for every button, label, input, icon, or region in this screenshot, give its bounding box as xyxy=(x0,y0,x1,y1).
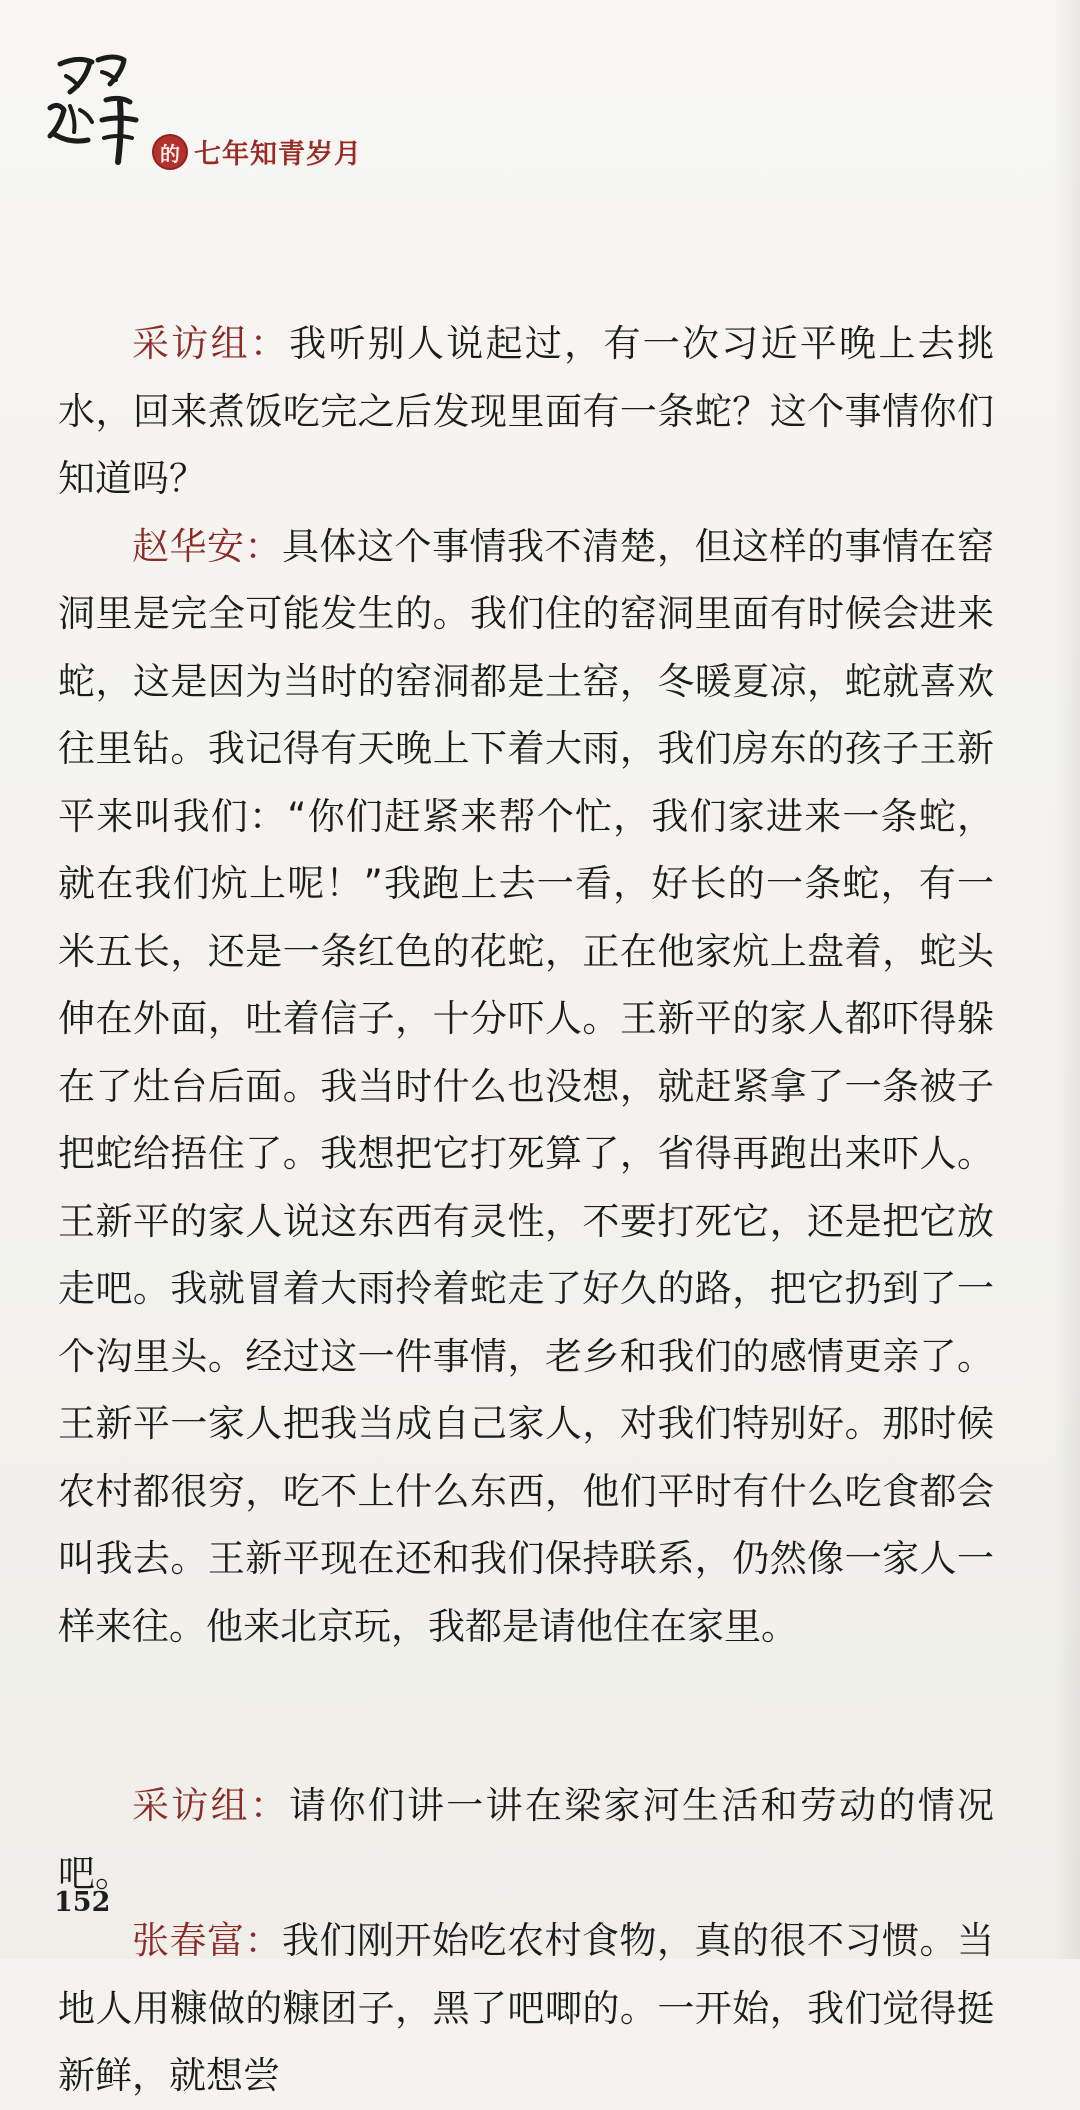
paragraph-text: 我听别人说起过，有一次习近平晚上去挑水，回来煮饭吃完之后发现里面有一条蛇？这个事情你们知道吗？ xyxy=(58,322,995,500)
seal-badge: 的 xyxy=(152,134,188,170)
page-header xyxy=(40,50,540,170)
paragraph-4 xyxy=(58,1907,994,2110)
speaker-label: 采访组： xyxy=(132,1784,290,1827)
page-body xyxy=(58,310,994,2110)
paragraph-text: 具体这个事情我不清楚，但这样的事情在窑洞里是完全可能发生的。我们住的窑洞里面有时候会进来蛇，这是因为当时的窑洞都是土窑，冬暖夏凉，蛇就喜欢往里钻。我记得有天晚上下着大雨，我们房东的孩子王新平来叫我们：“你们赶紧来帮个忙，我们家进来一条蛇，就在我们炕上呢！”我跑上去一看，好长的一条蛇，有一米五长，还是一条红色的花蛇，正在他家炕上盘着，蛇头伸在外面，吐着信子，十分吓人。王新平的家人都吓得躲在了灶台后面。我当时什么也没想，就赶紧拿了一条被子把蛇给捂住了。我想把它打死算了，省得再跑出来吓人。王新平的家人说这东西有灵性，不要打死它，还是把它放走吧。我就冒着大雨拎着蛇走了好久的路，把它扔到了一个沟里头。经过这一件事情，老乡和我们的感情更亲了。王新平一家人把我当成自己家人，对我们特别好。那时候农村都很穷，吃不上什么东西，他们平时有什么吃食都会叫我去。王新平现在还和我们保持联系，仍然像一家人一样来往。他来北京玩，我都是请他住在家里。 xyxy=(58,524,994,1648)
paragraph-3 xyxy=(58,1772,994,1907)
paragraph-2 xyxy=(58,513,994,1661)
page-number: 152 xyxy=(54,1887,111,1918)
speaker-label: 张春富： xyxy=(132,1919,282,1962)
paragraph-text: 我们刚开始吃农村食物，真的很不习惯。当地人用糠做的糠团子，黑了吧唧的。一开始，我们觉得挺新鲜，就想尝 xyxy=(58,1919,994,2097)
calligraphy-logo xyxy=(40,50,160,170)
running-title: 七年知青岁月 xyxy=(194,139,362,170)
speaker-label: 采访组： xyxy=(132,322,290,365)
speaker-label: 赵华安： xyxy=(132,524,282,568)
paragraph-text: 请你们讲一讲在梁家河生活和劳动的情况吧。 xyxy=(58,1784,995,1895)
paragraph-1 xyxy=(58,310,994,513)
